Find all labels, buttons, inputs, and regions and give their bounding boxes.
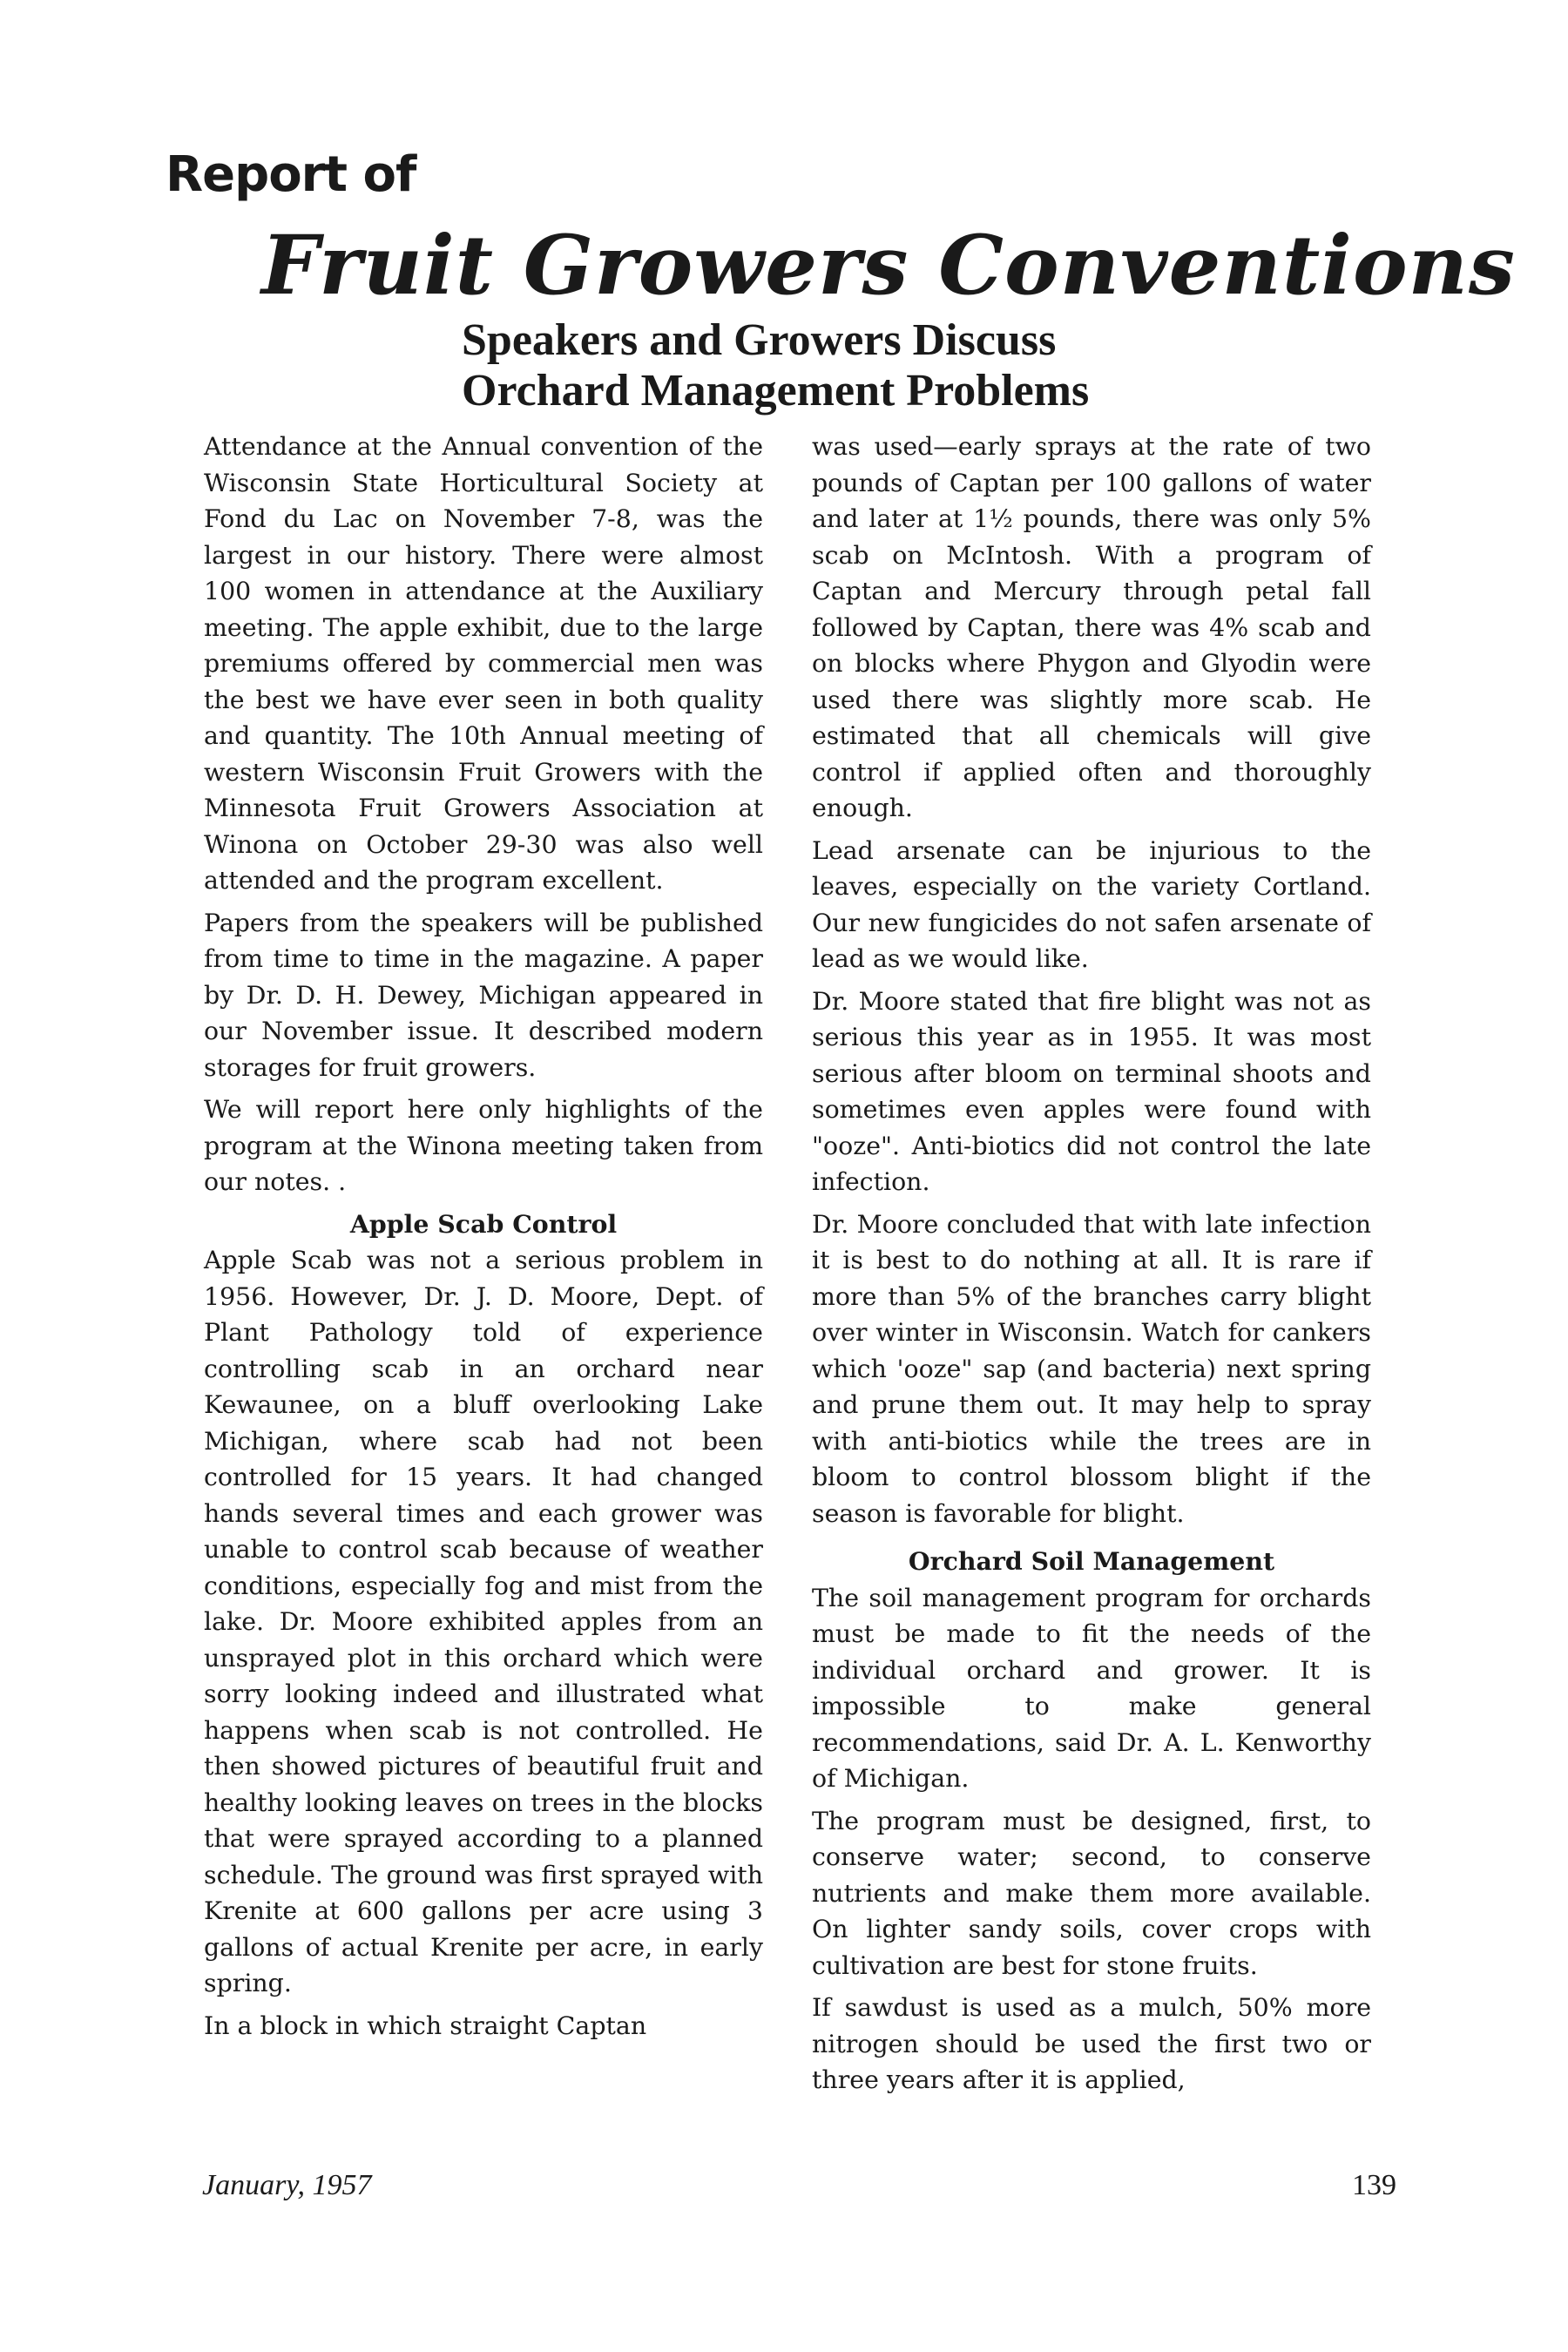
- subtitle-line-2: Orchard Management Problems: [462, 366, 1090, 416]
- paragraph: Dr. Moore stated that fire blight was not as serious this year as in 1955. It was most serious after bloom on terminal shoots and sometimes even apples were found with "ooze". Anti-biotics did not control the late infection.: [812, 986, 1371, 1196]
- paragraph: The program must be designed, first, to conserve water; second, to conserve nutrients and make them more available. On lighter sandy soils, cover crops with cultivation are best for stone fruits.: [812, 1806, 1371, 1980]
- paragraph: In a block in which straight Captan: [204, 2011, 647, 2040]
- article-title: Fruit Growers Conventions: [261, 218, 1516, 314]
- paragraph: was used—early sprays at the rate of two pounds of Captan per 100 gallons of water and later at 1½ pounds, there was only 5% scab on McIntosh. With a program of Captan and Mercury through petal fall followed by Captan, there was 4% scab and on blocks where Phygon and Glyodin were used there was slightly more scab. He estimated that all chemicals will give control if applied often and thoroughly enough.: [812, 432, 1371, 822]
- paragraph: Apple Scab was not a serious problem in 1956. However, Dr. J. D. Moore, Dept. of Plant Pathology told of experience controlling scab in an orchard near Kewaunee, on a bluff overlooking Lake Michigan, where scab had not been controlled for 15 years. It had changed hands several times and each grower was unable to control scab because of weather conditions, especially fog and mist from the lake. Dr. Moore exhibited apples from an unsprayed plot in this orchard which were sorry looking indeed and illustrated what happens when scab is not controlled. He then showed pictures of beautiful fruit and healthy looking leaves on trees in the blocks that were sprayed according to a planned schedule. The ground was first sprayed with Krenite at 600 gallons per acre using 3 gallons of actual Krenite per acre, in early spring.: [204, 1246, 763, 1997]
- paragraph: Dr. Moore concluded that with late infection it is best to do nothing at all. It is rare if more than 5% of the branches carry blight over winter in Wisconsin. Watch for cankers which 'ooze" sap (and bacteria) next spring and prune them out. It may help to spray with anti-biotics while the trees are in bloom to control blossom blight if the season is favorable for blight.: [812, 1209, 1371, 1528]
- article-subtitle: [462, 315, 1089, 416]
- paragraph: Papers from the speakers will be published from time to time in the magazine. A paper by Dr. D. H. Dewey, Michigan appeared in our November issue. It described modern storages for fruit growers.: [204, 908, 763, 1082]
- subtitle-line-1: Speakers and Growers Discuss: [462, 315, 1057, 365]
- section-heading-soil-management: Orchard Soil Management: [908, 1546, 1275, 1576]
- paragraph: Attendance at the Annual convention of the Wisconsin State Horticultural Society at Fond du Lac on November 7-8, was the largest in our history. There were almost 100 women in attendance at the Auxiliary meeting. The apple exhibit, due to the large premiums offered by commercial men was the best we have ever seen in both quality and quantity. The 10th Annual meeting of western Wisconsin Fruit Growers with the Minnesota Fruit Growers Association at Winona on October 29-30 was also well attended and the program excellent.: [204, 432, 763, 895]
- paragraph: The soil management program for orchards must be made to fit the needs of the individual orchard and grower. It is impossible to make general recommendations, said Dr. A. L. Kenworthy of Michigan.: [812, 1583, 1371, 1793]
- left-column: [204, 429, 763, 2050]
- paragraph: We will report here only highlights of the program at the Winona meeting taken from our notes. .: [204, 1095, 763, 1196]
- page-number: 139: [1352, 2169, 1396, 2201]
- right-column: [812, 429, 1371, 2105]
- paragraph: Lead arsenate can be injurious to the leaves, especially on the variety Cortland. Our new fungicides do not safen arsenate of lead as we would like.: [812, 835, 1371, 973]
- paragraph: If sawdust is used as a mulch, 50% more nitrogen should be used the first two or three years after it is applied,: [812, 1993, 1371, 2094]
- report-kicker: Report of: [166, 146, 416, 203]
- section-heading-apple-scab: Apple Scab Control: [349, 1208, 618, 1239]
- footer-date: January, 1957: [202, 2169, 372, 2201]
